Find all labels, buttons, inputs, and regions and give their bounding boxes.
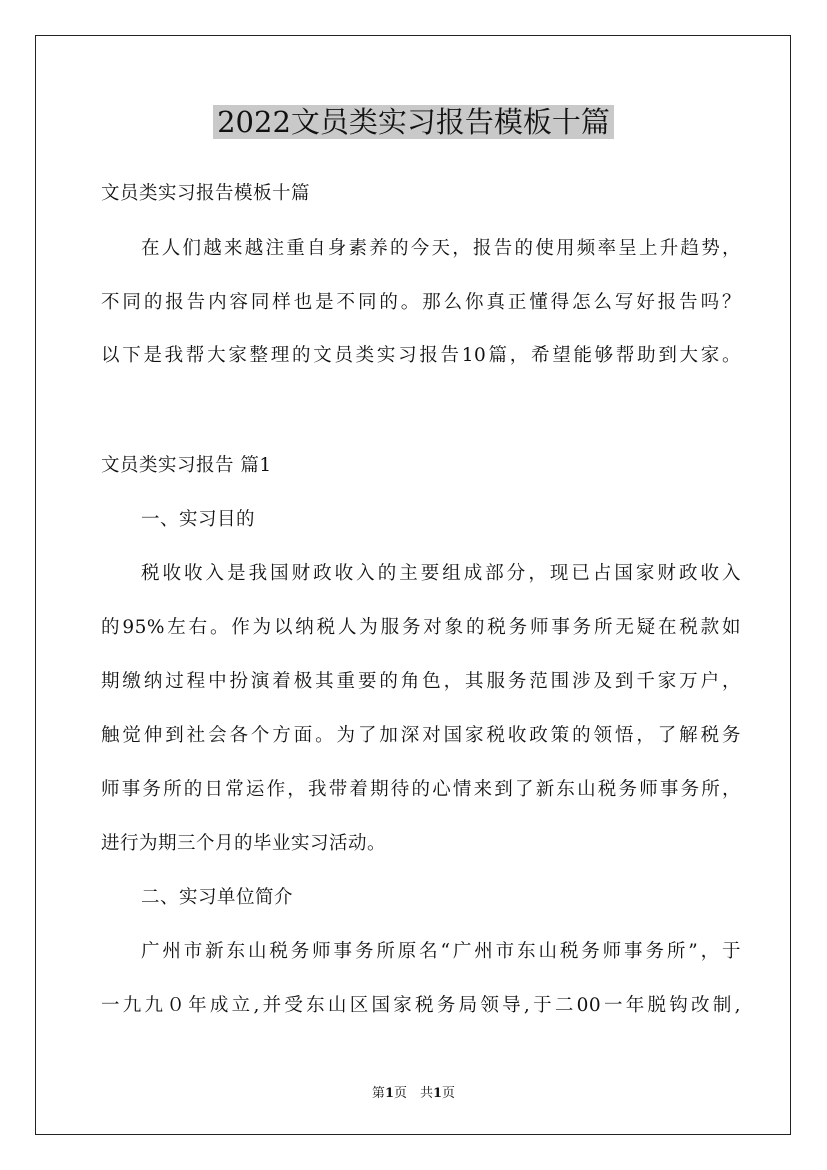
section-title: 文员类实习报告 篇1: [101, 455, 272, 476]
paragraph-1-line-2: 的95%左右。作为以纳税人为服务对象的税务师事务所无疑在税款如: [101, 617, 741, 638]
paragraph-1-line-5: 师事务所的日常运作，我带着期待的心情来到了新东山税务师事务所，: [101, 779, 741, 800]
footer-page-total: 1: [433, 1086, 443, 1101]
intro-line-1: 在人们越来越注重自身素养的今天，报告的使用频率呈上升趋势，: [141, 238, 741, 259]
paragraph-2-line-2: 一九九０年成立,并受东山区国家税务局领导,于二00一年脱钩改制,: [101, 995, 741, 1016]
page-footer: [0, 1085, 827, 1103]
intro-line-2: 不同的报告内容同样也是不同的。那么你真正懂得怎么写好报告吗？: [101, 292, 741, 313]
footer-page-prefix: 第: [371, 1086, 385, 1101]
footer-page-number: 1: [384, 1086, 394, 1101]
paragraph-2-line-1: 广州市新东山税务师事务所原名“广州市东山税务师事务所”，于: [141, 941, 741, 962]
document-subtitle: 文员类实习报告模板十篇: [101, 183, 311, 204]
heading-purpose: 一、实习目的: [141, 509, 256, 530]
paragraph-1-line-6: 进行为期三个月的毕业实习活动。: [101, 833, 387, 854]
paragraph-1-line-4: 触觉伸到社会各个方面。为了加深对国家税收政策的领悟，了解税务: [101, 725, 741, 746]
heading-unit-intro: 二、实习单位简介: [141, 887, 294, 908]
document-title: [0, 102, 827, 142]
paragraph-1-line-3: 期缴纳过程中扮演着极其重要的角色，其服务范围涉及到千家万户，: [101, 671, 741, 692]
paragraph-1-line-1: 税收收入是我国财政收入的主要组成部分，现已占国家财政收入: [141, 563, 741, 584]
footer-page-mid: 页 共: [393, 1086, 433, 1101]
intro-line-3: 以下是我帮大家整理的文员类实习报告10篇，希望能够帮助到大家。: [101, 345, 741, 366]
footer-page-suffix: 页: [442, 1086, 456, 1101]
document-title-text: 2022文员类实习报告模板十篇: [213, 105, 614, 139]
